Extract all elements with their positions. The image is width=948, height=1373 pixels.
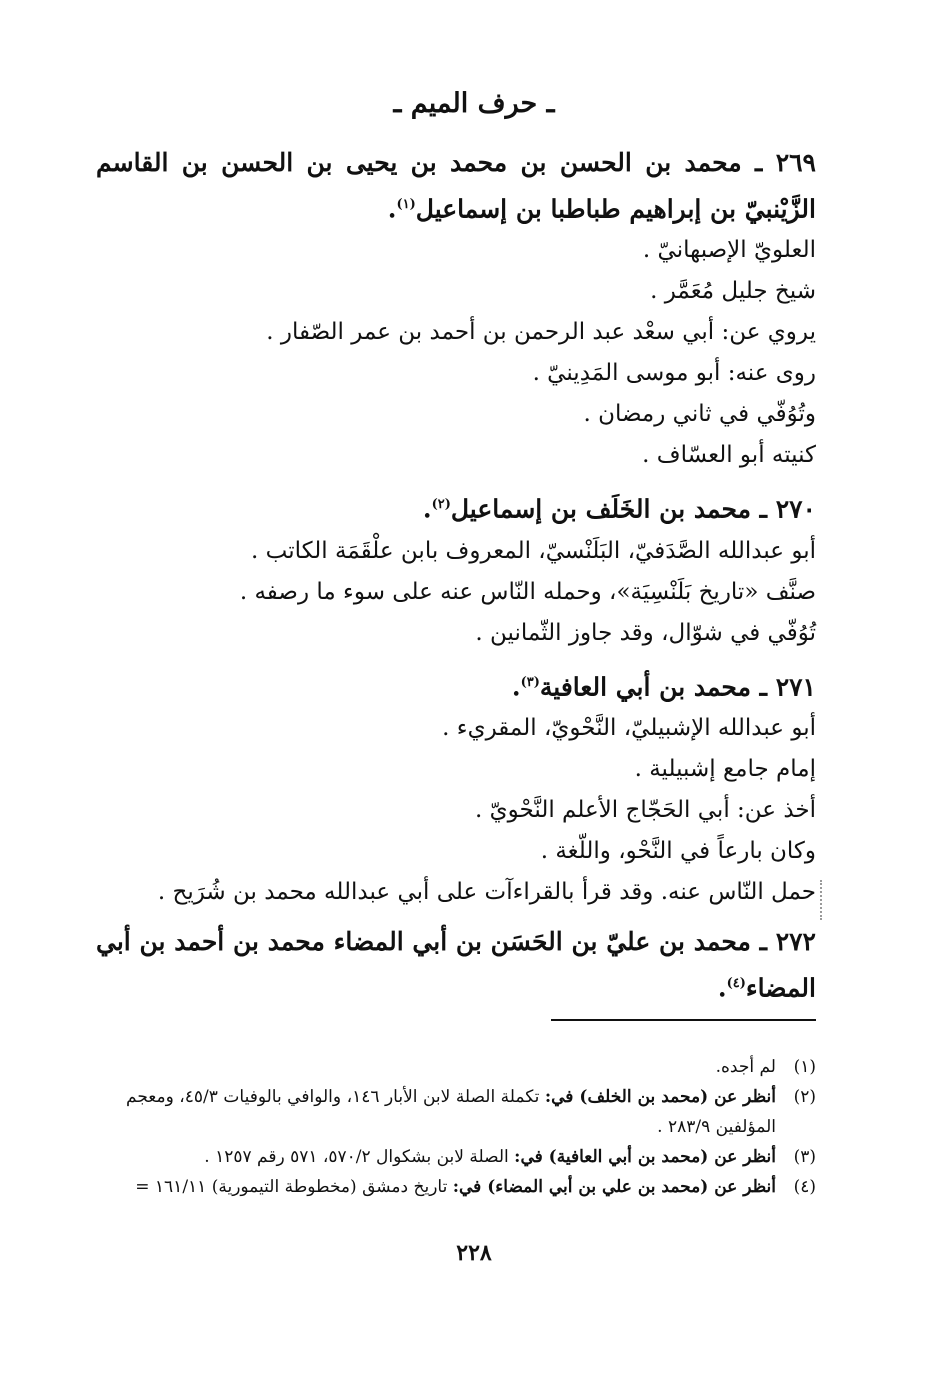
footnote-text <box>126 1082 776 1142</box>
footnote-3 <box>126 1142 816 1172</box>
entry-title-end: . <box>717 973 727 1003</box>
footnote-1 <box>126 1052 816 1082</box>
footnote-source: أنظر عن (محمد بن علي بن أبي المضاء) في: <box>452 1177 776 1197</box>
entry-title <box>96 142 816 230</box>
entry-269 <box>96 142 816 476</box>
entry-line: أخذ عن: أبي الحَجّاج الأعلم النَّحْويّ . <box>475 796 816 823</box>
footnote-2 <box>126 1082 816 1142</box>
page-number: ٢٢٨ <box>456 1240 492 1266</box>
entry-name: ٢٧٢ ـ محمد بن عليّ بن الحَسَن بن أبي المضاء محمد بن أحمد بن أبي المضاء <box>96 926 816 1003</box>
footnote-number: (١) <box>793 1057 816 1077</box>
entry-line: إمام جامع إشبيلية . <box>634 755 816 782</box>
entry-title <box>96 484 816 530</box>
entry-line: وكان بارعاً في النَّحْو، واللّغة . <box>540 837 816 864</box>
footnote-detail: لم أجده. <box>715 1057 776 1077</box>
biography-entries <box>96 142 816 1017</box>
footnote-4 <box>126 1172 816 1202</box>
entry-272 <box>96 921 816 1009</box>
footnote-ref[interactable]: (٤) <box>726 975 746 991</box>
entry-line: حمل النّاس عنه. وقد قرأ بالقراءآت على أبي عبدالله محمد بن شُرَيح . <box>157 878 816 905</box>
entry-271 <box>96 662 816 913</box>
entry-line: أبو عبدالله الصَّدَفيّ، البَلَنْسيّ، المعروف بابن علْقَمَة الكاتب . <box>250 537 816 564</box>
footnote-ref[interactable]: (١) <box>396 197 416 212</box>
entry-270 <box>96 484 816 653</box>
entry-line: روى عنه: أبو موسى المَدِينيّ . <box>532 360 816 387</box>
entry-name: ٢٦٩ ـ محمد بن الحسن بن محمد بن يحيى بن الحسن بن القاسم الزَّيْنبيّ بن إبراهيم طباطبا بن إسماعيل <box>96 148 816 224</box>
footnote-text <box>126 1172 776 1202</box>
entry-name: ٢٧٠ ـ محمد بن الخَلَف بن إسماعيل <box>450 494 816 524</box>
entry-line: يروي عن: أبي سعْد عبد الرحمن بن أحمد بن عمر الصّفار . <box>266 319 816 346</box>
footnote-ref[interactable]: (٣) <box>520 674 540 690</box>
footnote-detail: تكملة الصلة لابن الأبار ١٤٦، والوافي بالوفيات ٤٥/٣، ومعجم المؤلفين ٢٨٣/٩ . <box>126 1087 776 1137</box>
footnotes <box>126 1052 816 1202</box>
entry-title-end: . <box>387 194 397 224</box>
chapter-header: ـ حرف الميم ـ <box>393 88 555 119</box>
footnote-text <box>126 1142 776 1172</box>
footnote-source: أنظر عن (محمد بن أبي العافية) في: <box>514 1147 776 1167</box>
entry-line: تُوُفّي في شوّال، وقد جاوز الثّمانين . <box>475 619 816 646</box>
entry-line: وتُوُفّي في ثاني رمضان . <box>583 401 816 428</box>
footnote-number: (٢) <box>793 1087 816 1107</box>
entry-line: أبو عبدالله الإشبيليّ، النَّحْويّ، المقريء . <box>442 714 816 741</box>
footnote-detail: الصلة لابن بشكوال ٥٧٠/٢، ٥٧١ رقم ١٢٥٧ . <box>204 1147 515 1167</box>
footnote-text <box>126 1052 776 1082</box>
footnote-detail: تاريخ دمشق (مخطوطة التيمورية) ١٦١/١١ = <box>135 1177 453 1197</box>
entry-title-end: . <box>511 671 521 701</box>
entry-line: صنَّف «تاريخ بَلَنْسِيَة»، وحمله النّاس عنه على سوء ما رصفه . <box>239 578 816 605</box>
entry-title <box>96 921 816 1009</box>
entry-line: العلويّ الإصبهانيّ . <box>642 237 816 264</box>
margin-mark <box>820 880 824 920</box>
footnote-number: (٤) <box>793 1177 816 1197</box>
entry-line: شيخ جليل مُعَمَّر . <box>650 278 816 305</box>
footnote-separator <box>551 1019 816 1021</box>
entry-name: ٢٧١ ـ محمد بن أبي العافية <box>539 671 816 701</box>
footnote-number: (٣) <box>793 1147 816 1167</box>
entry-title-end: . <box>422 494 432 524</box>
entry-title <box>96 662 816 708</box>
footnote-source: أنظر عن (محمد بن الخلف) في: <box>544 1087 776 1107</box>
entry-line: كنيته أبو العسّاف . <box>642 442 816 469</box>
footnote-ref[interactable]: (٢) <box>431 497 451 513</box>
